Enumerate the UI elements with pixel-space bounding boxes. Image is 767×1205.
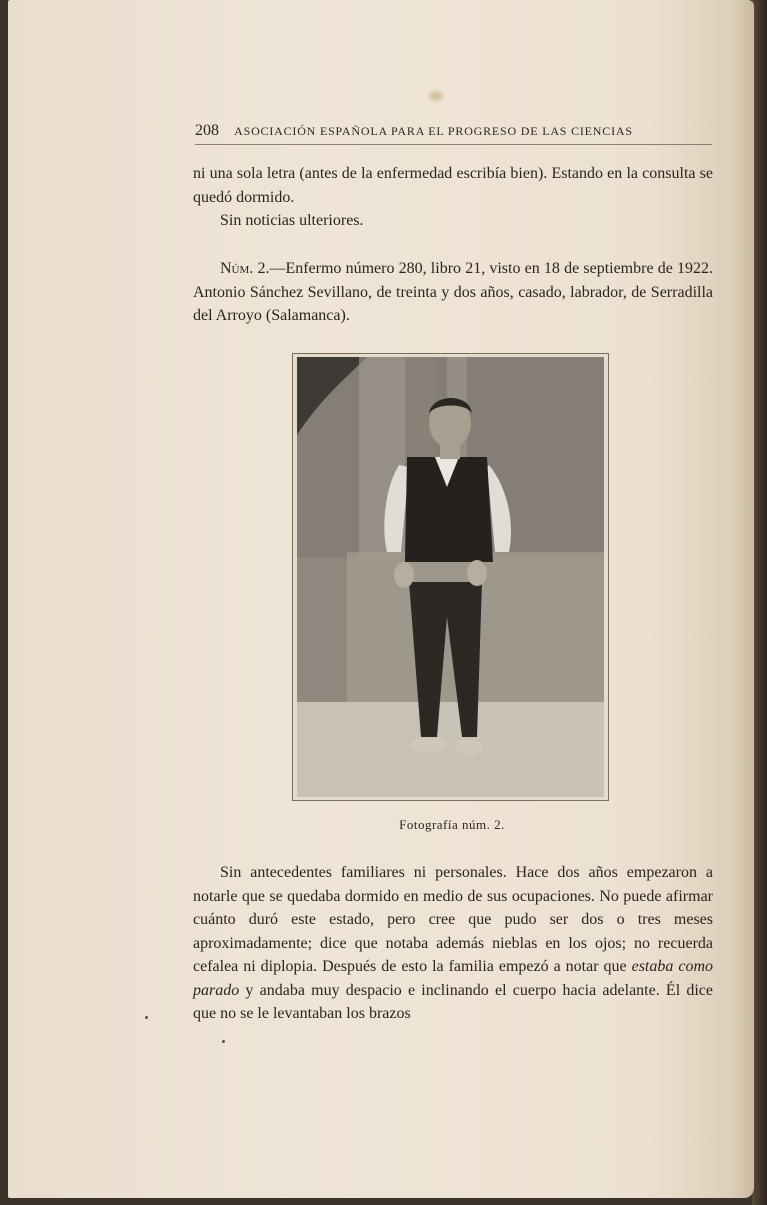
running-header: [195, 122, 712, 145]
top-paragraph: [193, 162, 713, 233]
paper-speck: [145, 1016, 148, 1019]
body-text-part2: y andaba muy despacio e inclinando el cuerpo hacia adelante. Él dice que no se le levantaban los brazos: [193, 981, 713, 1022]
running-title: ASOCIACIÓN ESPAÑOLA PARA EL PROGRESO DE LAS CIENCIAS: [234, 124, 633, 138]
paper-speck: [222, 1040, 225, 1043]
body-text-part1: Sin antecedentes familiares ni personales. Hace dos años empezaron a notarle que se quedaba dormido en medio de sus ocupaciones. No puede afirmar cuánto duró este estado, pero cree que pudo ser dos o tres meses aproximadamente; dice que notaba además nieblas en los ojos; no recuerda cefalea ni diplopia. Después de esto la familia empezó a notar que: [193, 864, 713, 975]
figure-caption: Fotografía núm. 2.: [399, 817, 505, 832]
body-paragraph: [193, 861, 713, 1026]
case-description: 2.—Enfermo número 280, libro 21, visto en 18 de septiembre de 1922. Antonio Sánchez Sevillano, de treinta y dos años, casado, labrador, de Serradilla del Arroyo (Salamanca).: [193, 260, 713, 324]
paper-stain: [426, 88, 446, 104]
photograph-frame: [292, 353, 609, 801]
patient-photograph: [297, 357, 604, 797]
no-news-paragraph: Sin noticias ulteriores.: [220, 212, 364, 229]
continuation-paragraph: ni una sola letra (antes de la enfermedad escribía bien). Estando en la consulta se quedó dormido.: [193, 165, 713, 206]
case-paragraph: [193, 257, 713, 328]
page-number: 208: [195, 122, 219, 139]
body-italic-phrase: estaba como parado: [193, 958, 713, 999]
case-number-label: Núm.: [220, 260, 254, 277]
book-binding-edge: [752, 0, 767, 1205]
patient-photo-illustration: [297, 357, 604, 797]
